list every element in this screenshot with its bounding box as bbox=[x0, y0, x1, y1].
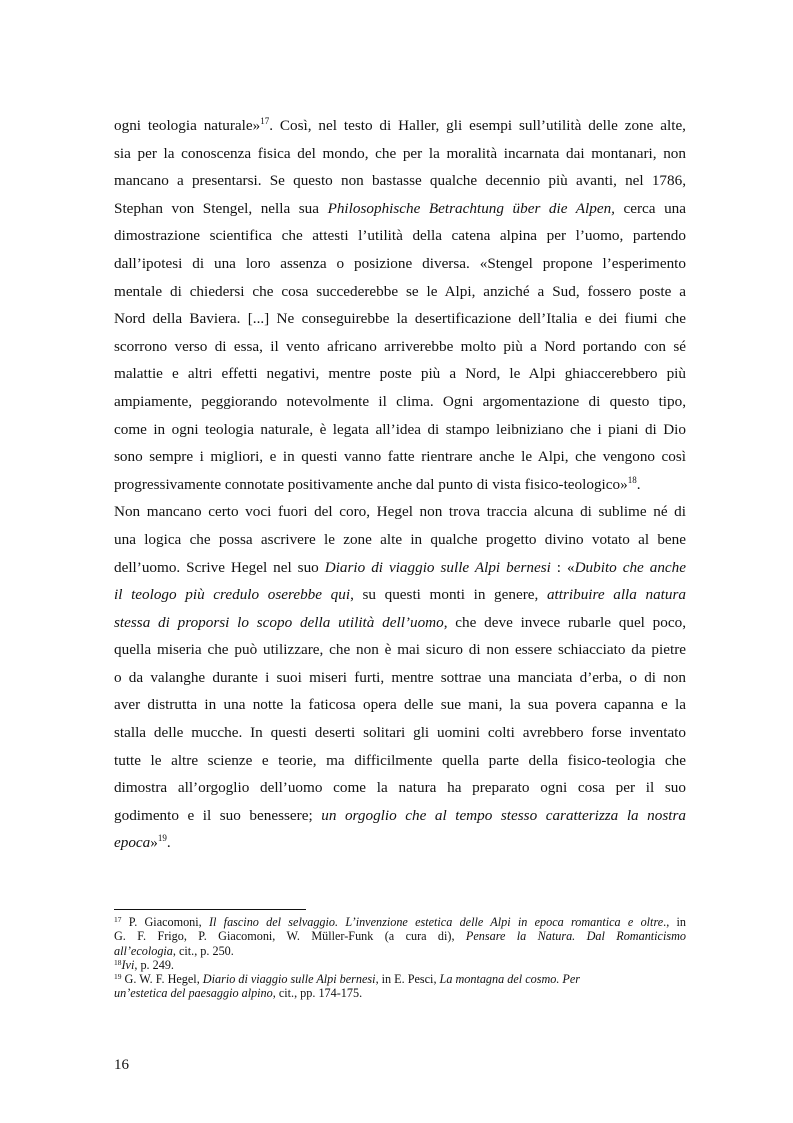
text-run: Non mancano certo voci fuori del coro, Hegel non trova traccia alcuna di sublime né di bbox=[114, 503, 686, 521]
body-line bbox=[114, 664, 686, 692]
italic-text: Philosophische Betrachtung über die Alpen, bbox=[327, 199, 615, 217]
text-run: mancano a presentarsi. Se questo non bastasse qualche decennio più avanti, nel 1786, bbox=[114, 172, 686, 190]
text-run: : « bbox=[550, 558, 575, 576]
footnote-line bbox=[114, 944, 686, 958]
footnote-line bbox=[114, 972, 686, 986]
italic-text: stessa di proporsi lo scopo della utilità dell’uomo bbox=[114, 613, 444, 631]
text-run: G. F. Frigo, P. Giacomoni, W. Müller-Funk (a cura di), bbox=[114, 929, 466, 944]
footnote-ref: 18 bbox=[114, 957, 122, 967]
body-line bbox=[114, 747, 686, 775]
text-run: progressivamente connotate positivamente anche dal punto di vista fisico-teologico» bbox=[114, 475, 628, 493]
italic-text: un’estetica del paesaggio alpino bbox=[114, 986, 273, 1001]
text-run: scorrono verso di essa, il vento africano arriverebbe molto più a Nord portando con sé bbox=[114, 337, 686, 355]
italic-text: Il fascino del selvaggio. L’invenzione estetica delle Alpi in epoca romantica e oltre bbox=[208, 915, 664, 929]
text-run: o da valanghe durante i suoi miseri furti, mentre sottrae una manciata d’erba, o di non bbox=[114, 668, 686, 686]
italic-text: il teologo più credulo oserebbe qui bbox=[114, 586, 351, 604]
footnote-ref: 19 bbox=[157, 833, 167, 844]
text-run: una logica che possa ascrivere le zone alte in qualche progetto divino votato al bene bbox=[114, 530, 686, 548]
body-line bbox=[114, 222, 686, 250]
text-run: aver distrutta in una notte la faticosa opera delle sue mani, la sua povera capanna e la bbox=[114, 696, 686, 714]
text-run: tutte le altre scienze e teorie, ma difficilmente quella parte della fisico-teologia che bbox=[114, 751, 686, 769]
body-line bbox=[114, 526, 686, 554]
footnotes bbox=[114, 915, 686, 1001]
body-line bbox=[114, 416, 686, 444]
body-line bbox=[114, 774, 686, 802]
text-run: , p. 249. bbox=[134, 957, 174, 972]
italic-text: Diario di viaggio sulle Alpi bernesi bbox=[324, 558, 551, 576]
text-run: , su questi monti in genere, bbox=[350, 586, 547, 604]
text-run: Stephan von Stengel, nella sua bbox=[114, 199, 328, 217]
text-run: cerca una bbox=[614, 199, 686, 217]
body-line bbox=[114, 636, 686, 664]
text-run: mentale di chiedersi che cosa succederebbe se le Alpi, anziché a Sud, fossero poste a bbox=[114, 282, 686, 300]
italic-text: attribuire alla natura bbox=[546, 586, 686, 604]
text-run: dell’uomo. Scrive Hegel nel suo bbox=[114, 558, 325, 576]
body-line bbox=[114, 278, 686, 306]
body-line bbox=[114, 719, 686, 747]
body-line bbox=[114, 691, 686, 719]
text-run: P. Giacomoni, bbox=[121, 915, 209, 929]
body-text bbox=[114, 112, 686, 857]
italic-text: Pensare la Natura. Dal Romanticismo bbox=[465, 929, 686, 944]
body-line bbox=[114, 829, 686, 857]
text-run: G. W. F. Hegel, bbox=[121, 972, 203, 987]
footnote-line bbox=[114, 986, 686, 1000]
text-run: malattie e altri effetti negativi, mentre poste più a Nord, le Alpi ghiaccerebbero più bbox=[114, 365, 686, 383]
body-line bbox=[114, 140, 686, 168]
italic-text: La montagna del cosmo. Per bbox=[439, 972, 581, 987]
body-line bbox=[114, 471, 686, 499]
text-run: . bbox=[166, 834, 171, 852]
body-line bbox=[114, 443, 686, 471]
text-run: ogni teologia naturale» bbox=[114, 117, 261, 134]
page-number: 16 bbox=[114, 1057, 129, 1073]
text-run: sia per la conoscenza fisica del mondo, che per la moralità incarnata dai montanari, non bbox=[114, 144, 686, 162]
text-run: ampiamente, peggiorando notevolmente il clima. Ogni argomentazione di questo tipo, bbox=[114, 392, 686, 410]
italic-text: Ivi bbox=[121, 957, 135, 972]
body-line bbox=[114, 360, 686, 388]
footnote-ref: 18 bbox=[627, 474, 637, 485]
italic-text: all’ecologia bbox=[114, 943, 173, 958]
body-line bbox=[114, 802, 686, 830]
text-run: godimento e il suo benessere; bbox=[114, 806, 322, 824]
body-line bbox=[114, 305, 686, 333]
body-line bbox=[114, 333, 686, 361]
footnote-line bbox=[114, 915, 686, 929]
text-run: . bbox=[636, 475, 641, 493]
text-run: quella miseria che può utilizzare, che non è mai sicuro di non essere schiacciato da pietre bbox=[114, 641, 686, 659]
text-run: sono sempre i migliori, e in questi vanno fatte rientrare anche le Alpi, che vengono così bbox=[114, 448, 686, 466]
text-run: ., in bbox=[663, 915, 686, 929]
footnote-line bbox=[114, 958, 686, 972]
text-run: . Così, nel testo di Haller, gli esempi sull’utilità delle zone alte, bbox=[269, 117, 686, 134]
footnote-ref: 17 bbox=[260, 116, 270, 126]
text-run: , che deve invece rubarle quel poco, bbox=[443, 613, 686, 631]
text-run: , cit., pp. 174-175. bbox=[272, 986, 363, 1001]
text-run: , in E. Pesci, bbox=[375, 972, 440, 987]
text-run: dimostrazione scientifica che attesti l’utilità della catena alpina per l’uomo, partendo bbox=[114, 227, 686, 245]
body-line bbox=[114, 388, 686, 416]
footnote-ref: 17 bbox=[114, 915, 122, 924]
footnote-ref: 19 bbox=[114, 972, 122, 982]
body-line bbox=[114, 554, 686, 582]
text-run: come in ogni teologia naturale, è legata all’idea di stampo leibniziano che i piani di Dio bbox=[114, 420, 686, 438]
italic-text: Dubito che anche bbox=[574, 558, 686, 576]
text-run: dall’ipotesi di una loro assenza o posizione diversa. «Stengel propone l’esperimento bbox=[114, 254, 686, 272]
body-line bbox=[114, 250, 686, 278]
text-run: , cit., p. 250. bbox=[172, 943, 234, 958]
body-line bbox=[114, 112, 686, 140]
body-line bbox=[114, 195, 686, 223]
footnote-separator bbox=[114, 909, 306, 910]
italic-text: un orgoglio che al tempo stesso caratterizza la nostra bbox=[321, 806, 686, 824]
body-line bbox=[114, 167, 686, 195]
body-line bbox=[114, 609, 686, 637]
text-run: Nord della Baviera. [...] Ne conseguirebbe la desertificazione dell’Italia e dei fiumi che bbox=[114, 310, 686, 328]
footnote-line bbox=[114, 929, 686, 943]
body-line bbox=[114, 498, 686, 526]
text-run: » bbox=[150, 834, 158, 852]
italic-text: epoca bbox=[114, 834, 151, 852]
text-run: dimostra all’orgoglio dell’uomo come la natura ha preparato ogni cosa per il suo bbox=[114, 779, 686, 797]
body-line bbox=[114, 581, 686, 609]
text-run: stalla delle mucche. In questi deserti solitari gli uomini colti avrebbero forse inventato bbox=[114, 724, 686, 742]
italic-text: Diario di viaggio sulle Alpi bernesi bbox=[202, 972, 376, 987]
